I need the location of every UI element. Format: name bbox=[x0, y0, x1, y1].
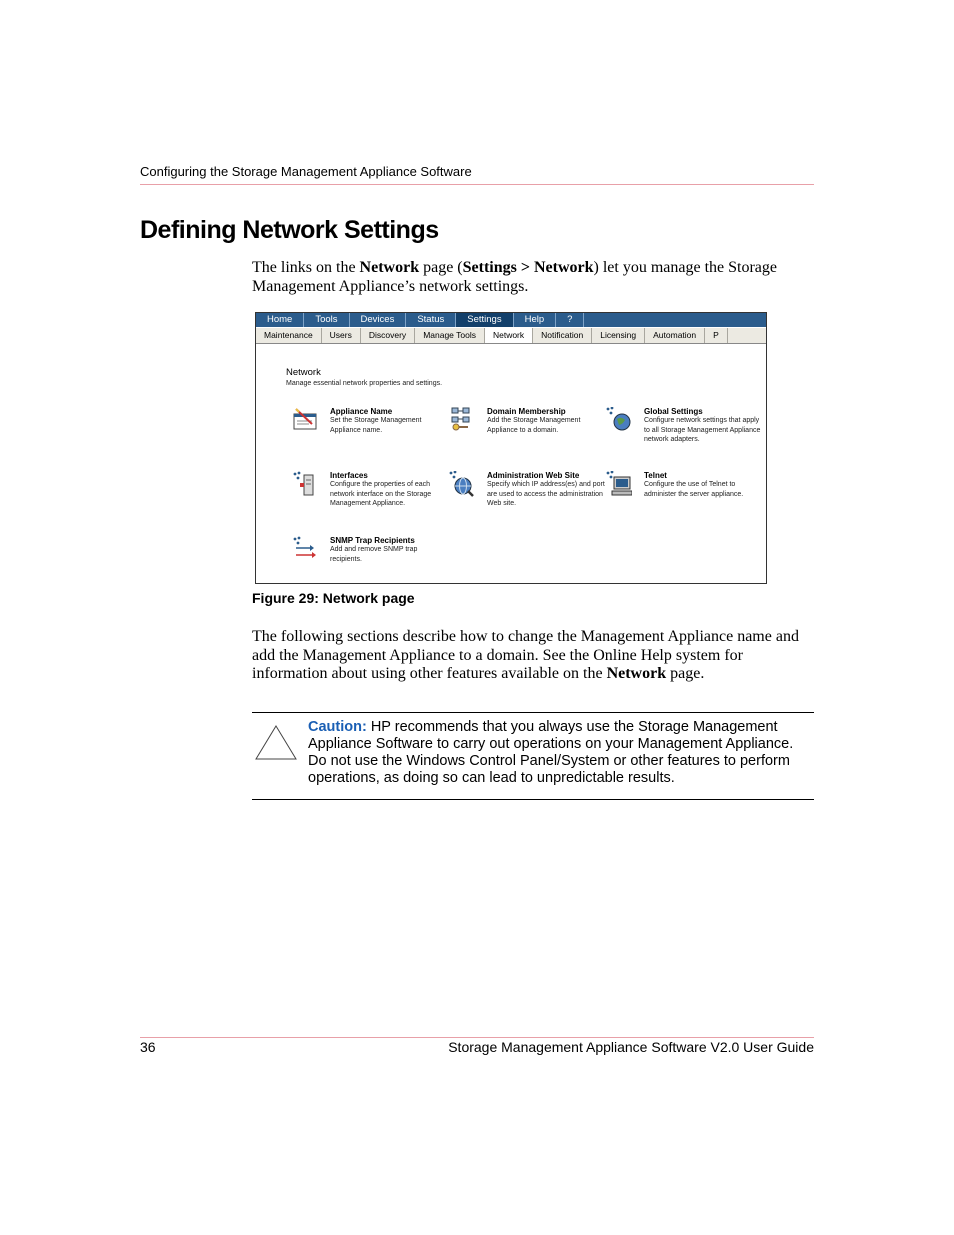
body-text-2: page. bbox=[666, 665, 705, 682]
subtab-more[interactable]: P bbox=[705, 328, 728, 343]
telnet-icon bbox=[606, 471, 632, 497]
section-title: Defining Network Settings bbox=[140, 216, 439, 244]
intro-bold-network: Network bbox=[359, 259, 420, 276]
page-number: 36 bbox=[140, 1039, 156, 1055]
interfaces-link[interactable]: Interfaces bbox=[330, 471, 368, 480]
domain-membership-desc: Add the Storage Management Appliance to a domain. bbox=[487, 417, 581, 434]
domain-membership-icon bbox=[449, 407, 475, 433]
header-rule bbox=[140, 184, 814, 185]
footer-doc-title: Storage Management Appliance Software V2.0 User Guide bbox=[448, 1039, 814, 1055]
appliance-name-desc: Set the Storage Management Appliance name. bbox=[330, 417, 422, 434]
tab-settings[interactable]: Settings bbox=[456, 313, 513, 327]
subtab-notification[interactable]: Notification bbox=[533, 328, 592, 343]
snmp-trap-recipients-desc: Add and remove SNMP trap recipients. bbox=[330, 546, 418, 563]
subtab-network[interactable]: Network bbox=[485, 328, 533, 343]
footer-rule bbox=[140, 1037, 814, 1038]
caution-triangle-icon bbox=[254, 724, 298, 762]
administration-web-site-icon bbox=[449, 471, 475, 497]
subtab-automation[interactable]: Automation bbox=[645, 328, 705, 343]
tab-home[interactable]: Home bbox=[256, 313, 304, 327]
network-page-subtitle: Manage essential network properties and settings. bbox=[286, 380, 443, 387]
administration-web-site-link[interactable]: Administration Web Site bbox=[487, 471, 580, 480]
subtab-users[interactable]: Users bbox=[322, 328, 361, 343]
intro-bold-path: Settings > Network bbox=[462, 259, 594, 276]
caution-label: Caution: bbox=[308, 719, 367, 735]
appliance-name-link[interactable]: Appliance Name bbox=[330, 407, 393, 416]
telnet-link[interactable]: Telnet bbox=[644, 471, 667, 480]
body-bold-network: Network bbox=[606, 665, 667, 682]
global-settings-desc: Configure network settings that apply to all Storage Management Appliance network adapters. bbox=[644, 417, 761, 443]
figure-caption: Figure 29: Network page bbox=[252, 590, 415, 606]
network-page-screenshot bbox=[255, 312, 767, 584]
global-settings-link[interactable]: Global Settings bbox=[644, 407, 703, 416]
appliance-name-icon bbox=[292, 407, 318, 433]
interfaces-desc: Configure the properties of each network interface on the Storage Management Appliance. bbox=[330, 481, 432, 507]
body-text-1: The following sections describe how to change the Management Appliance name and add the Management Appliance to a domain. See the Online Help system for information about using other features available on the bbox=[252, 628, 799, 682]
administration-web-site-desc: Specify which IP address(es) and port are used to access the administration Web site. bbox=[487, 481, 605, 507]
tab-status[interactable]: Status bbox=[406, 313, 456, 327]
caution-body: HP recommends that you always use the Storage Management Appliance Software to carry out operations on your Management Appliance. Do not use the Windows Control Panel/System or other features to perform operations, as doing so can lead to unpredictable results. bbox=[308, 719, 794, 786]
intro-text-3: ) let you manage the Storage Management Appliance’s network settings. bbox=[252, 259, 778, 295]
subtab-maintenance[interactable]: Maintenance bbox=[256, 328, 322, 343]
network-page-title: Network bbox=[286, 367, 321, 378]
snmp-trap-recipients-link[interactable]: SNMP Trap Recipients bbox=[330, 536, 415, 545]
caution-top-rule bbox=[252, 712, 814, 713]
intro-text-1: The links on the bbox=[252, 259, 360, 276]
caution-text bbox=[308, 719, 814, 787]
tab-tools[interactable]: Tools bbox=[304, 313, 349, 327]
interfaces-icon bbox=[292, 471, 318, 497]
subtab-licensing[interactable]: Licensing bbox=[592, 328, 645, 343]
sub-tab-bar bbox=[256, 327, 766, 344]
domain-membership-link[interactable]: Domain Membership bbox=[487, 407, 566, 416]
running-header: Configuring the Storage Management Appliance Software bbox=[140, 164, 472, 179]
snmp-trap-recipients-icon bbox=[292, 536, 318, 562]
telnet-desc: Configure the use of Telnet to administer the server appliance. bbox=[644, 481, 744, 498]
intro-paragraph bbox=[252, 259, 814, 296]
tab-question[interactable]: ? bbox=[556, 313, 584, 327]
intro-text-2: page ( bbox=[419, 259, 463, 276]
subtab-discovery[interactable]: Discovery bbox=[361, 328, 415, 343]
tab-devices[interactable]: Devices bbox=[350, 313, 407, 327]
tab-help[interactable]: Help bbox=[514, 313, 557, 327]
global-settings-icon bbox=[606, 407, 632, 433]
body-paragraph bbox=[252, 628, 814, 684]
top-tab-bar bbox=[256, 313, 766, 327]
subtab-manage-tools[interactable]: Manage Tools bbox=[415, 328, 485, 343]
caution-bottom-rule bbox=[252, 799, 814, 800]
